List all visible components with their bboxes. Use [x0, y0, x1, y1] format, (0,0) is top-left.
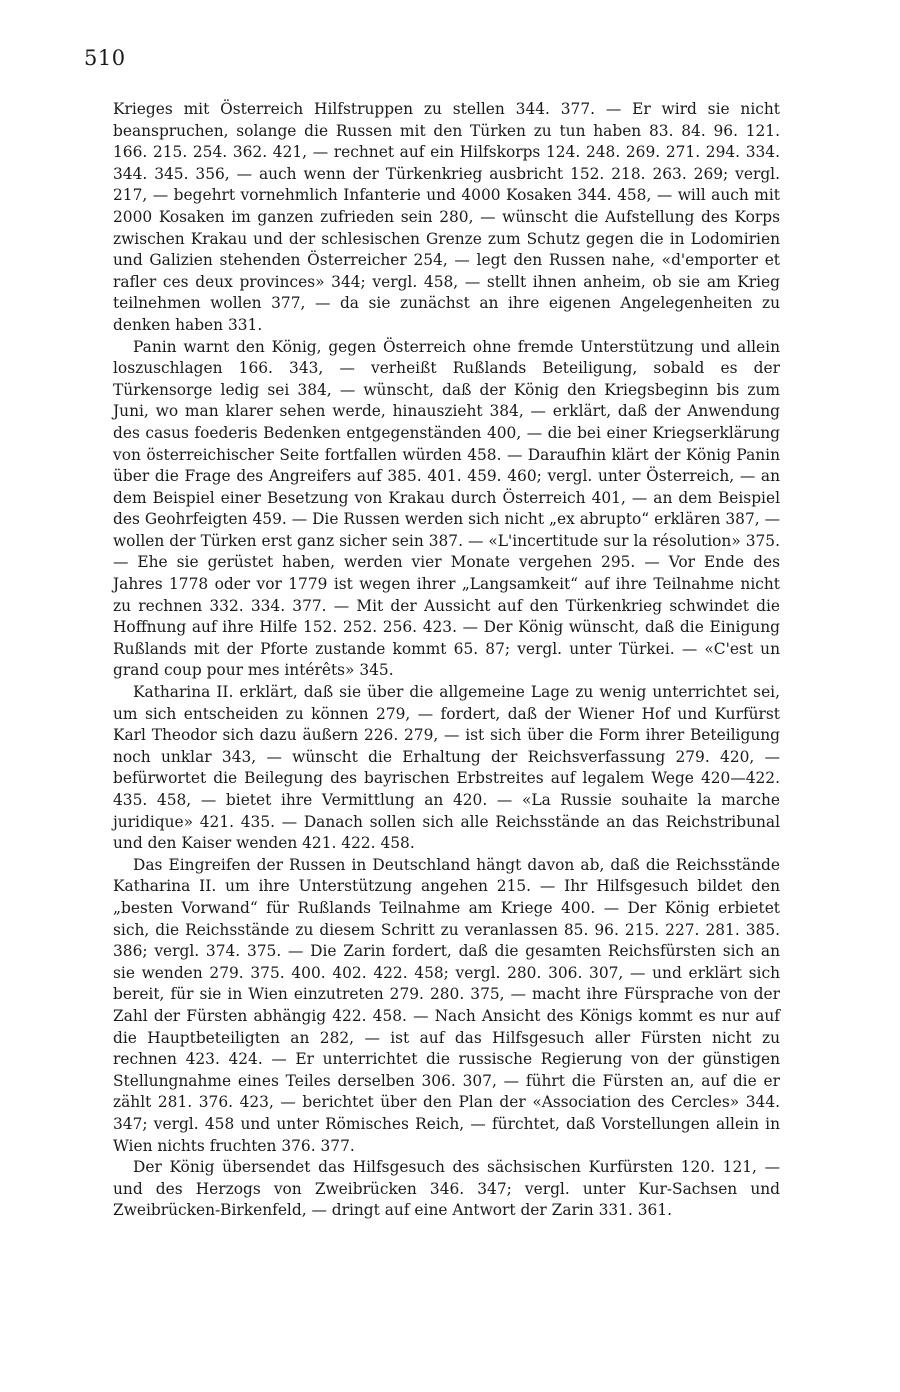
- paragraph-5: Der König übersendet das Hilfsgesuch des sächsischen Kurfürsten 120. 121, — und des Herzogs von Zweibrücken 346. 347; vergl. unter Kur-Sachsen und Zweibrücken-Birkenfeld, — dringt auf eine Antwort der Zarin 331. 361.: [113, 1158, 780, 1220]
- paragraph-2: Panin warnt den König, gegen Österreich ohne fremde Unterstützung und allein loszuschlagen 166. 343, — verheißt Rußlands Beteiligung, sobald es der Türkensorge ledig sei 384, — wünscht, daß der König den Kriegsbeginn bis zum Juni, wo man klarer sehen werde, hinauszieht 384, — erklärt, daß der Anwendung des casus foederis Bedenken entgegenständen 400, — die bei einer Kriegserklärung von österreichischer Seite fortfallen würden 458. — Daraufhin klärt der König Panin über die Frage des Angreifers auf 385. 401. 459. 460; vergl. unter Österreich, — an dem Beispiel einer Besetzung von Krakau durch Österreich 401, — an dem Beispiel des Geohrfeigten 459. — Die Russen werden sich nicht „ex abrupto“ erklären 387, — wollen der Türken erst ganz sicher sein 387. — «L'incertitude sur la résolution» 375. — Ehe sie gerüstet haben, werden vier Monate vergehen 295. — Vor Ende des Jahres 1778 oder vor 1779 ist wegen ihrer „Langsamkeit“ auf ihre Teilnahme nicht zu rechnen 332. 334. 377. — Mit der Aussicht auf den Türkenkrieg schwindet die Hoffnung auf ihre Hilfe 152. 252. 256. 423. — Der König wünscht, daß die Einigung Rußlands mit der Pforte zustande kommt 65. 87; vergl. unter Türkei. — «C'est un grand coup pour mes intérêts» 345.: [113, 337, 780, 680]
- page-number: 510: [84, 46, 126, 70]
- paragraph-1: Krieges mit Österreich Hilfstruppen zu stellen 344. 377. — Er wird sie nicht beanspruchen, solange die Russen mit den Türken zu tun haben 83. 84. 96. 121. 166. 215. 254. 362. 421, — rechnet auf ein Hilfskorps 124. 248. 269. 271. 294. 334. 344. 345. 356, — auch wenn der Türkenkrieg ausbricht 152. 218. 263. 269; vergl. 217, — begehrt vornehmlich Infanterie und 4000 Kosaken 344. 458, — will auch mit 2000 Kosaken im ganzen zufrieden sein 280, — wünscht die Aufstellung des Korps zwischen Krakau und der schlesischen Grenze zum Schutz gegen die in Lodomirien und Galizien stehenden Österreicher 254, — legt den Russen nahe, «d'emporter et rafler ces deux provinces» 344; vergl. 458, — stellt ihnen anheim, ob sie am Krieg teilnehmen wollen 377, — da sie zunächst an ihre eigenen Angelegenheiten zu denken haben 331.: [113, 100, 780, 334]
- index-text-block: [113, 99, 780, 1222]
- paragraph-4: Das Eingreifen der Russen in Deutschland hängt davon ab, daß die Reichsstände Katharina II. um ihre Unterstützung angehen 215. — Ihr Hilfsgesuch bildet den „besten Vorwand“ für Rußlands Teilnahme am Kriege 400. — Der König erbietet sich, die Reichsstände zu diesem Schritt zu veranlassen 85. 96. 215. 227. 281. 385. 386; vergl. 374. 375. — Die Zarin fordert, daß die gesamten Reichsfürsten sich an sie wenden 279. 375. 400. 402. 422. 458; vergl. 280. 306. 307, — und erklärt sich bereit, für sie in Wien einzutreten 279. 280. 375, — macht ihre Fürsprache von der Zahl der Fürsten abhängig 422. 458. — Nach Ansicht des Königs kommt es nur auf die Hauptbeteiligten an 282, — ist auf das Hilfsgesuch aller Fürsten nicht zu rechnen 423. 424. — Er unterrichtet die russische Regierung von der günstigen Stellungnahme eines Teiles derselben 306. 307, — führt die Fürsten an, auf die er zählt 281. 376. 423, — berichtet über den Plan der «Association des Cercles» 344. 347; vergl. 458 und unter Römisches Reich, — fürchtet, daß Vorstellungen allein in Wien nichts fruchten 376. 377.: [113, 855, 780, 1155]
- paragraph-3: Katharina II. erklärt, daß sie über die allgemeine Lage zu wenig unterrichtet sei, um sich entscheiden zu können 279, — fordert, daß der Wiener Hof und Kurfürst Karl Theodor sich dazu äußern 226. 279, — ist sich über die Form ihrer Beteiligung noch unklar 343, — wünscht die Erhaltung der Reichsverfassung 279. 420, — befürwortet die Beilegung des bayrischen Erbstreites auf legalem Wege 420—422. 435. 458, — bietet ihre Vermittlung an 420. — «La Russie souhaite la marche juridique» 421. 435. — Danach sollen sich alle Reichsstände an das Reichstribunal und den Kaiser wenden 421. 422. 458.: [113, 683, 780, 853]
